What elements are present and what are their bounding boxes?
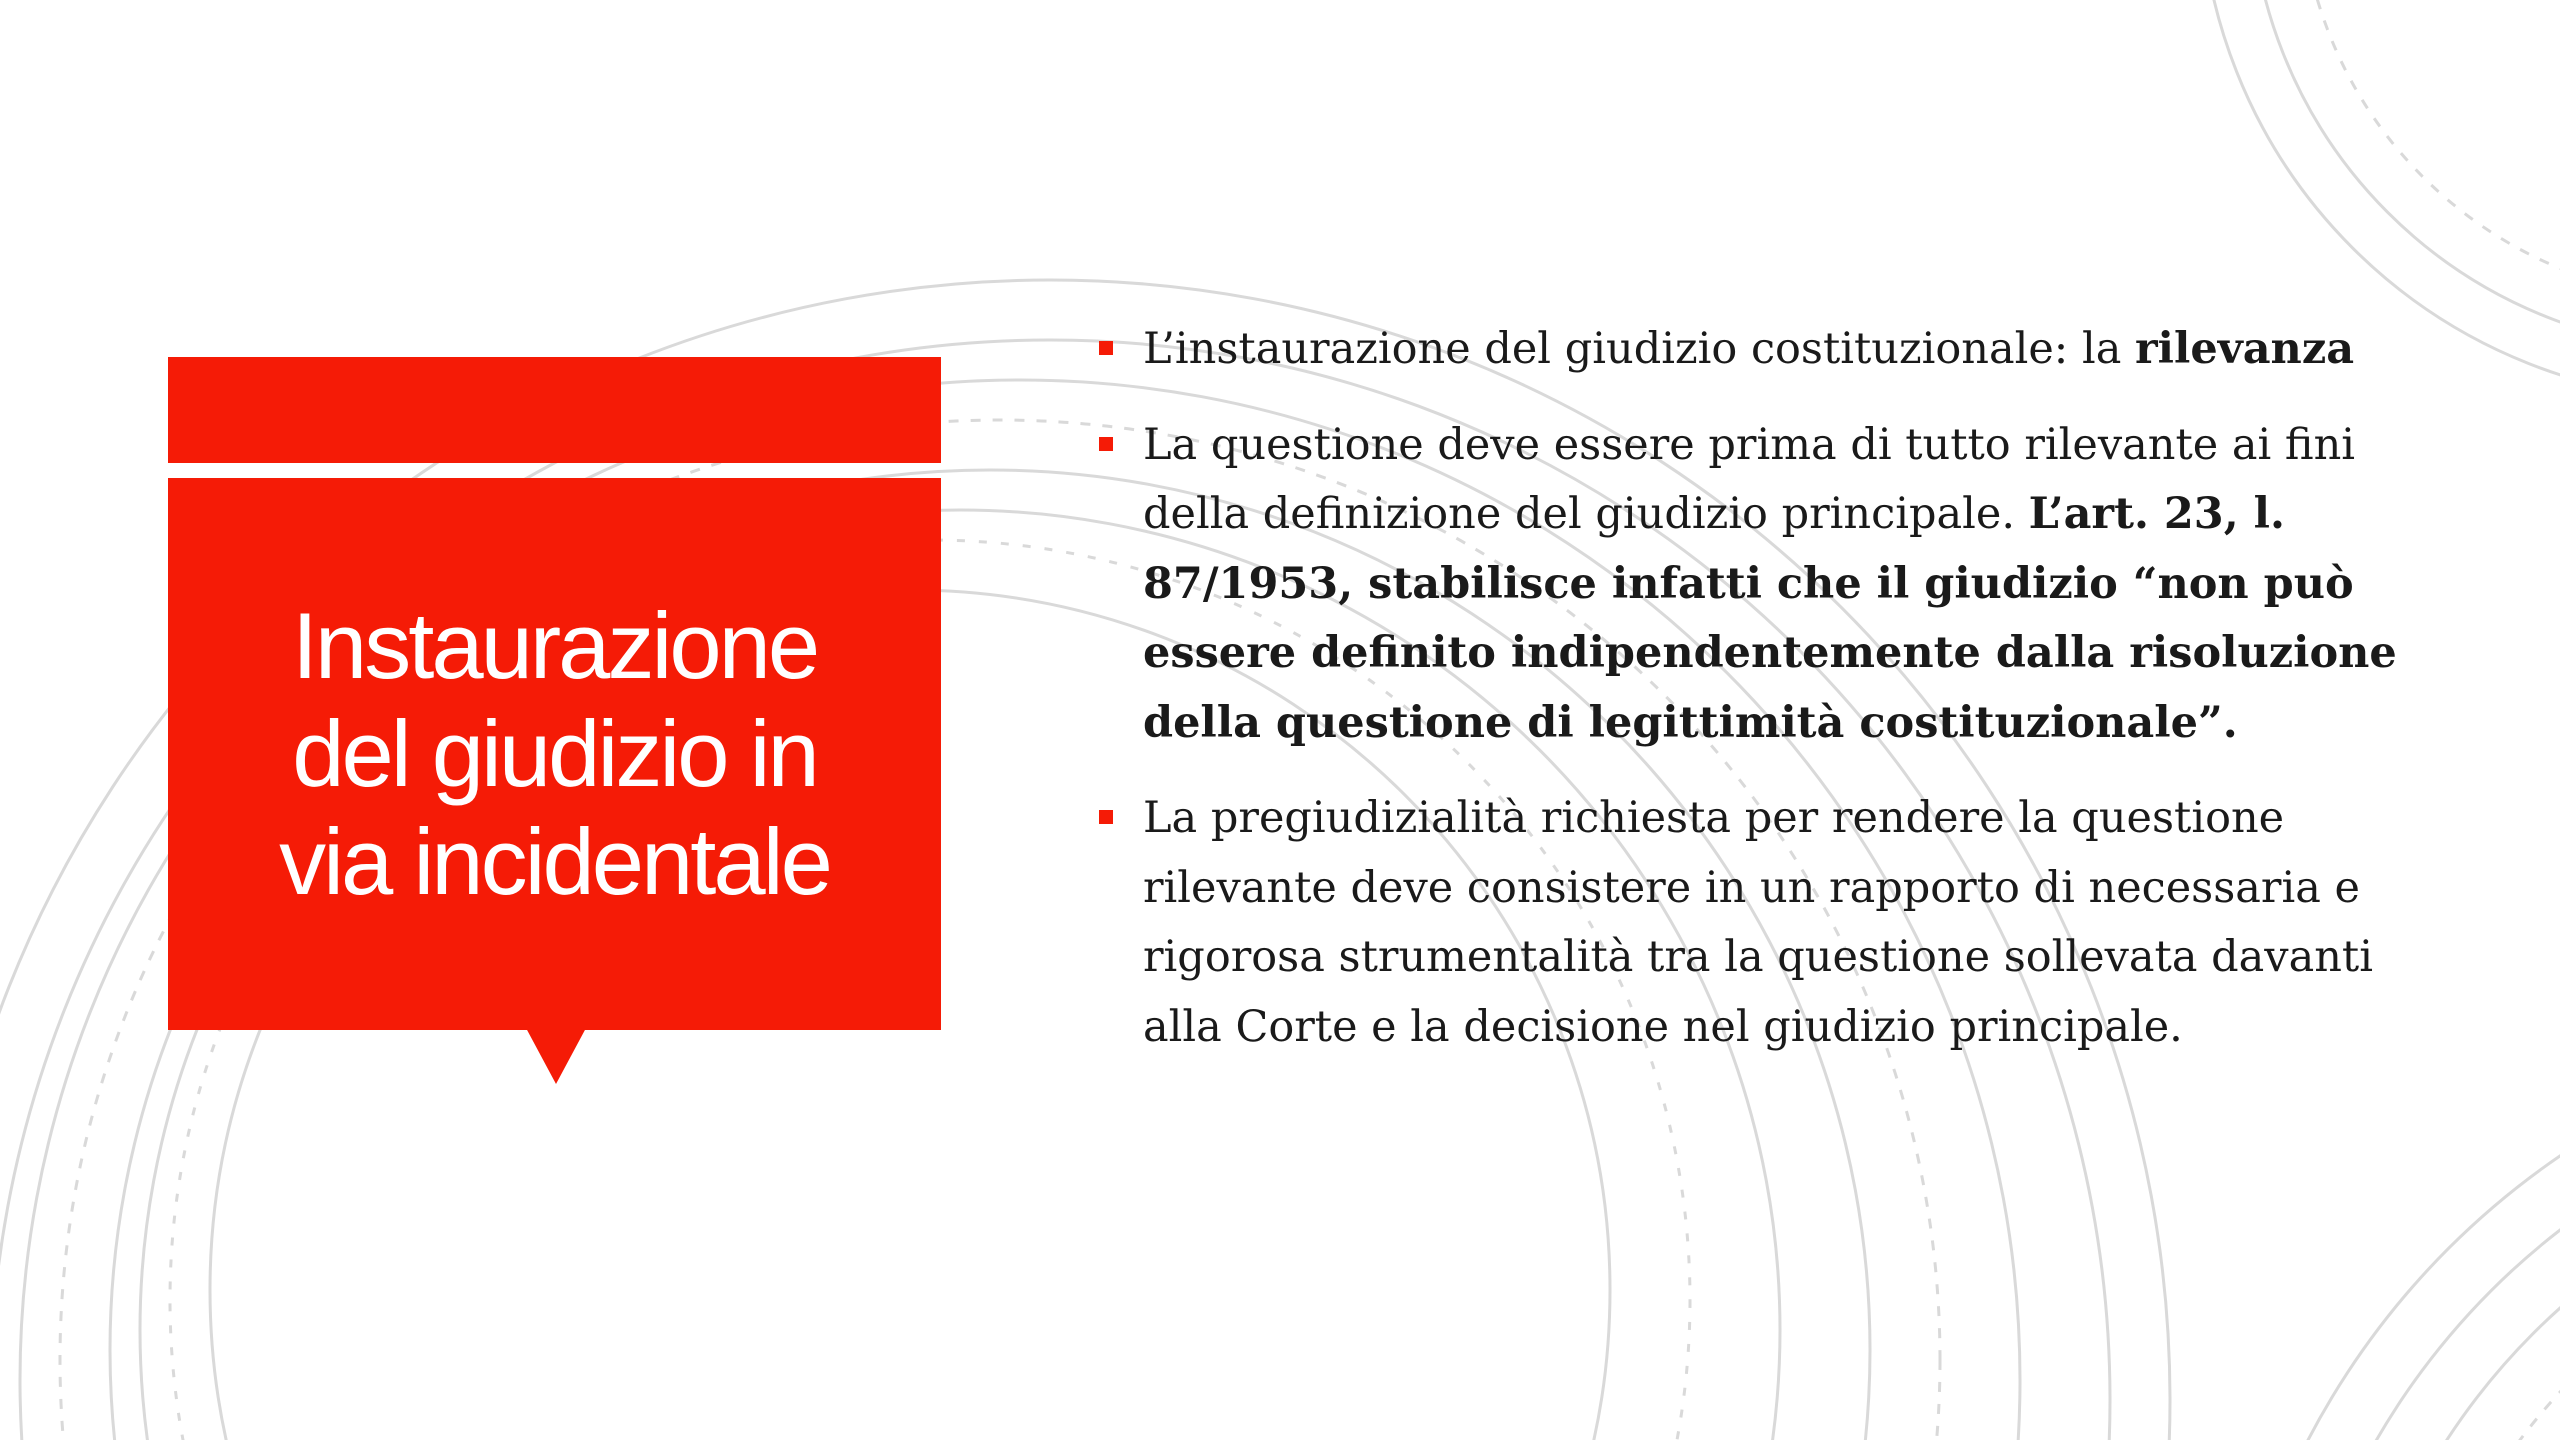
bullet-text: L’instaurazione del giudizio costituzionale: la rilevanza: [1143, 324, 2355, 374]
square-bullet-icon: [1099, 810, 1113, 824]
square-bullet-icon: [1099, 437, 1113, 451]
title-box-pointer: [526, 1028, 586, 1084]
bullet-bold-text: rilevanza: [2135, 324, 2355, 374]
bullet-list: [1095, 315, 2415, 1088]
bullet-bold-text: L’art. 23, l. 87/1953, stabilisce infatti che il giudizio “non può essere definito indipendentemente dalla risoluzione della questione di legittimità costituzionale”.: [1143, 489, 2397, 748]
title-accent-strip: [168, 357, 941, 463]
bullet-item: [1095, 315, 2415, 385]
slide-title: Instaurazione del giudizio in via incidentale: [279, 593, 830, 914]
bullet-item: [1095, 784, 2415, 1062]
bullet-text: La questione deve essere prima di tutto rilevante ai fini della definizione del giudizio principale. L’art. 23, l. 87/1953, stabilisce infatti che il giudizio “non può essere definito indipendentemente dalla risoluzione della questione di legittimità costituzionale”.: [1143, 419, 2397, 748]
square-bullet-icon: [1099, 341, 1113, 355]
bullet-item: [1095, 411, 2415, 759]
title-box: [168, 478, 941, 1030]
bullet-text: La pregiudizialità richiesta per rendere la questione rilevante deve consistere in un rapporto di necessaria e rigorosa strumentalità tra la questione sollevata davanti alla Corte e la decisione nel giudizio principale.: [1143, 793, 2373, 1052]
